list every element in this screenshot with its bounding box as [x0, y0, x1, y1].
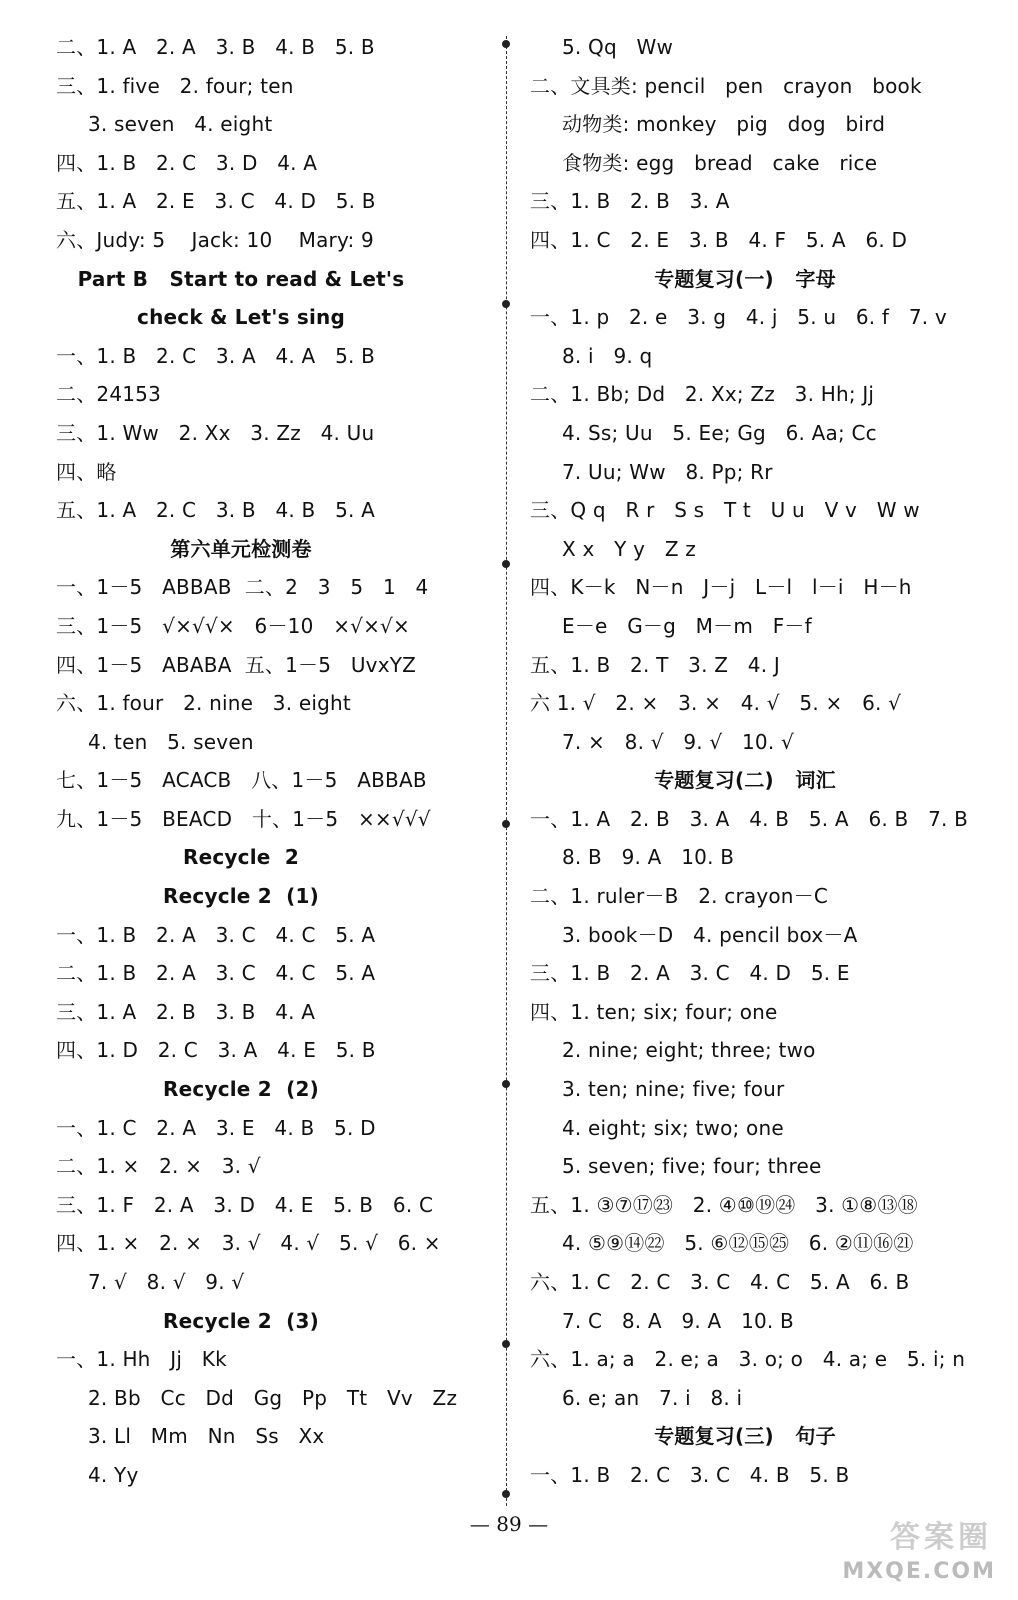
answer-line: 4. eight; six; two; one: [562, 1115, 784, 1140]
divider-dot: [502, 1490, 510, 1498]
answer-line: 2. Bb Cc Dd Gg Pp Tt Vv Zz: [88, 1385, 458, 1410]
answer-line: 8. i 9. q: [562, 343, 653, 368]
section-heading: 专题复习(二) 词汇: [654, 768, 836, 793]
section-heading: check & Let's sing: [137, 305, 345, 330]
answer-line: 二、文具类: pencil pen crayon book: [530, 73, 922, 98]
divider-dot: [502, 1080, 510, 1088]
section-heading: 第六单元检测卷: [170, 536, 312, 561]
answer-line: 5. Qq Ww: [562, 35, 674, 59]
answer-line: 3. book－D 4. pencil box－A: [562, 922, 858, 947]
answer-line: 7. √ 8. √ 9. √: [88, 1270, 245, 1294]
answer-line: 四、K－k N－n J－j L－l l－i H－h: [530, 575, 912, 600]
divider-dot: [502, 300, 510, 308]
answer-line: 二、1. Bb; Dd 2. Xx; Zz 3. Hh; Jj: [530, 382, 875, 407]
answer-line: 七、1－5 ACACB 八、1－5 ABBAB: [56, 768, 427, 793]
left-column: [56, 28, 486, 1495]
page-number: — 89 —: [469, 1512, 549, 1536]
answer-line: 三、1. Ww 2. Xx 3. Zz 4. Uu: [56, 420, 375, 445]
divider-dot: [502, 560, 510, 568]
section-heading: Recycle 2 (3): [163, 1308, 319, 1333]
answer-line: 一、1. B 2. A 3. C 4. C 5. A: [56, 922, 376, 947]
answer-line: 4. Yy: [88, 1462, 139, 1487]
answer-line: 二、1. × 2. × 3. √: [56, 1154, 261, 1179]
section-heading: 专题复习(一) 字母: [654, 266, 836, 291]
answer-line: 五、1. A 2. C 3. B 4. B 5. A: [56, 498, 376, 523]
answer-line: 五、1. B 2. T 3. Z 4. J: [530, 652, 780, 677]
answer-line: E－e G－g M－m F－f: [562, 613, 812, 638]
answer-line: 四、1. × 2. × 3. √ 4. √ 5. √ 6. ×: [56, 1231, 441, 1256]
answer-line: 六 1. √ 2. × 3. × 4. √ 5. × 6. √: [530, 691, 902, 716]
section-heading: Recycle 2: [183, 845, 299, 870]
answer-line: 一、1. p 2. e 3. g 4. j 5. u 6. f 7. v: [530, 305, 947, 330]
answer-line: 四、1. D 2. C 3. A 4. E 5. B: [56, 1038, 376, 1063]
answer-line: 六、1. C 2. C 3. C 4. C 5. A 6. B: [530, 1270, 910, 1294]
answer-line: 四、1－5 ABABA 五、1－5 UvxYZ: [56, 652, 417, 677]
answer-line: 二、1. B 2. A 3. C 4. C 5. A: [56, 961, 376, 986]
answer-line: 三、1. five 2. four; ten: [56, 73, 294, 98]
section-heading: Part B Start to read & Let's: [77, 266, 405, 291]
answer-line: 一、1. B 2. C 3. C 4. B 5. B: [530, 1462, 850, 1487]
answer-line: 一、1. C 2. A 3. E 4. B 5. D: [56, 1115, 376, 1140]
answer-line: 一、1－5 ABBAB 二、2 3 5 1 4: [56, 575, 429, 600]
answer-line: 5. seven; five; four; three: [562, 1154, 822, 1179]
divider-dot: [502, 820, 510, 828]
answer-line: 一、1. A 2. B 3. A 4. B 5. A 6. B 7. B: [530, 806, 969, 831]
answer-line: 一、1. B 2. C 3. A 4. A 5. B: [56, 343, 376, 368]
answer-line: 6. e; an 7. i 8. i: [562, 1385, 743, 1410]
answer-line: 7. C 8. A 9. A 10. B: [562, 1308, 794, 1333]
answer-line: 六、Judy: 5 Jack: 10 Mary: 9: [56, 227, 374, 252]
answer-line: 三、1. B 2. A 3. C 4. D 5. E: [530, 961, 850, 986]
answer-line: 五、1. ③⑦⑰㉓ 2. ④⑩⑲㉔ 3. ①⑧⑬⑱: [530, 1192, 918, 1217]
answer-line: 四、1. B 2. C 3. D 4. A: [56, 150, 318, 175]
answer-line: 3. seven 4. eight: [88, 112, 273, 137]
answer-line: 一、1. Hh Jj Kk: [56, 1347, 227, 1372]
answer-line: 三、1－5 √×√√× 6－10 ×√×√×: [56, 613, 410, 638]
answer-line: 六、1. a; a 2. e; a 3. o; o 4. a; e 5. i; n: [530, 1347, 966, 1372]
section-heading: Recycle 2 (2): [163, 1077, 319, 1102]
answer-line: 2. nine; eight; three; two: [562, 1038, 816, 1063]
answer-line: 3. Ll Mm Nn Ss Xx: [88, 1424, 325, 1449]
answer-line: 4. ⑤⑨⑭㉒ 5. ⑥⑫⑮㉕ 6. ②⑪⑯㉑: [562, 1231, 914, 1256]
answer-line: 食物类: egg bread cake rice: [562, 150, 878, 175]
right-column: [530, 28, 970, 1495]
watermark-site: MXQE.COM: [842, 1559, 996, 1584]
answer-line: 九、1－5 BEACD 十、1－5 ××√√√: [56, 806, 431, 831]
answer-line: 三、1. B 2. B 3. A: [530, 189, 730, 214]
answer-line: 3. ten; nine; five; four: [562, 1077, 785, 1102]
answer-line: 8. B 9. A 10. B: [562, 845, 735, 870]
answer-line: 三、1. A 2. B 3. B 4. A: [56, 999, 316, 1024]
watermark-logo: 答案圈: [890, 1520, 992, 1555]
answer-line: 二、24153: [56, 382, 162, 407]
answer-line: X x Y y Z z: [562, 536, 697, 561]
divider-dot: [502, 40, 510, 48]
section-heading: Recycle 2 (1): [163, 884, 319, 909]
answer-line: 五、1. A 2. E 3. C 4. D 5. B: [56, 189, 376, 214]
answer-line: 三、Q q R r S s T t U u V v W w: [530, 498, 920, 523]
divider-dot: [502, 1340, 510, 1348]
answer-line: 三、1. F 2. A 3. D 4. E 5. B 6. C: [56, 1192, 434, 1217]
answer-line: 7. Uu; Ww 8. Pp; Rr: [562, 459, 773, 484]
answer-line: 四、1. C 2. E 3. B 4. F 5. A 6. D: [530, 227, 908, 252]
answer-line: 六、1. four 2. nine 3. eight: [56, 691, 351, 716]
answer-line: 4. Ss; Uu 5. Ee; Gg 6. Aa; Cc: [562, 420, 877, 445]
answer-line: 四、1. ten; six; four; one: [530, 999, 778, 1024]
column-divider: [506, 36, 507, 1506]
answer-line: 二、1. A 2. A 3. B 4. B 5. B: [56, 35, 375, 59]
answer-line: 4. ten 5. seven: [88, 729, 254, 754]
answer-line: 四、略: [56, 459, 117, 484]
answer-line: 二、1. ruler－B 2. crayon－C: [530, 884, 829, 909]
answer-line: 动物类: monkey pig dog bird: [562, 112, 886, 137]
answer-line: 7. × 8. √ 9. √ 10. √: [562, 729, 794, 754]
section-heading: 专题复习(三) 句子: [654, 1424, 836, 1449]
